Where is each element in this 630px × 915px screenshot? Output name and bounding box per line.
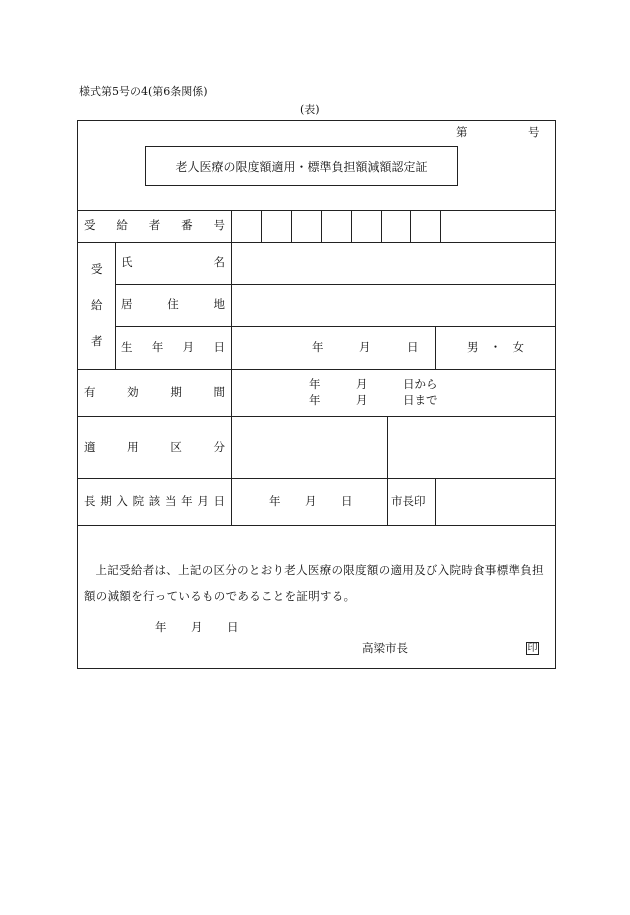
birth-day: 日 [407, 340, 419, 354]
validity-to-suffix: 日まで [403, 393, 438, 407]
issue-day: 日 [227, 620, 239, 634]
certification-text: 上記受給者は、上記の区分のとおり老人医療の限度額の適用及び入院時食事標準負担額の減額を行っているものであることを証明する。 [84, 563, 544, 603]
label-recipient-group-3: 者 [91, 334, 103, 348]
rule-h-5 [77, 369, 556, 370]
label-name: 氏 名 [121, 255, 225, 269]
number-box-7[interactable] [440, 210, 441, 242]
mayor-seal-label: 市長印 [391, 494, 426, 508]
sex-male[interactable]: 男 [467, 340, 479, 354]
rule-v-sex [435, 326, 436, 369]
mayor-seal-field[interactable] [436, 479, 555, 525]
long-stay-day: 日 [341, 494, 353, 508]
number-go: 号 [528, 125, 540, 139]
issuer: 高梁市長 [362, 641, 408, 655]
issue-month: 月 [191, 620, 203, 634]
number-box-4[interactable] [351, 210, 352, 242]
validity-from-month: 月 [356, 377, 368, 391]
label-recipient-number: 受 給 者 番 号 [84, 218, 225, 232]
validity-to-month: 月 [356, 393, 368, 407]
number-box-5[interactable] [381, 210, 382, 242]
rule-h-8 [77, 525, 556, 526]
category-field[interactable] [232, 417, 387, 478]
validity-from-suffix: 日から [403, 377, 438, 391]
certificate-title: 老人医療の限度額適用・標準負担額減額認定証 [145, 146, 458, 186]
number-dai: 第 [456, 125, 468, 139]
birth-year: 年 [312, 340, 324, 354]
number-box-6[interactable] [410, 210, 411, 242]
label-recipient-group-2: 給 [91, 298, 103, 312]
sex-separator: ・ [489, 340, 502, 354]
long-stay-month: 月 [305, 494, 317, 508]
category-remarks-field[interactable] [388, 417, 555, 478]
rule-v-group [115, 242, 116, 369]
form-number: 様式第5号の4(第6条関係) [79, 85, 208, 98]
label-recipient-group-1: 受 [91, 262, 103, 276]
validity-to-year: 年 [309, 393, 321, 407]
label-category: 適 用 区 分 [84, 440, 225, 454]
address-field[interactable] [232, 285, 555, 326]
rule-h-4 [115, 326, 556, 327]
number-box-2[interactable] [291, 210, 292, 242]
sex-selector[interactable] [467, 342, 524, 354]
sex-female[interactable]: 女 [512, 340, 524, 354]
rule-h-1 [77, 210, 556, 211]
label-validity: 有 効 期 間 [84, 385, 225, 399]
number-box-1[interactable] [261, 210, 262, 242]
birth-month: 月 [359, 340, 371, 354]
label-birth: 生 年 月 日 [121, 340, 225, 354]
long-stay-year: 年 [269, 494, 281, 508]
side-label: (表) [300, 103, 320, 116]
number-box-3[interactable] [321, 210, 322, 242]
label-long-stay: 長 期 入 院 該 当 年 月 日 [84, 494, 225, 508]
issue-year: 年 [155, 620, 167, 634]
rule-v-seal-a [387, 478, 388, 525]
validity-from-year: 年 [309, 377, 321, 391]
label-address: 居 住 地 [121, 297, 225, 311]
name-field[interactable] [232, 243, 555, 284]
seal-icon: 印 [527, 643, 538, 654]
